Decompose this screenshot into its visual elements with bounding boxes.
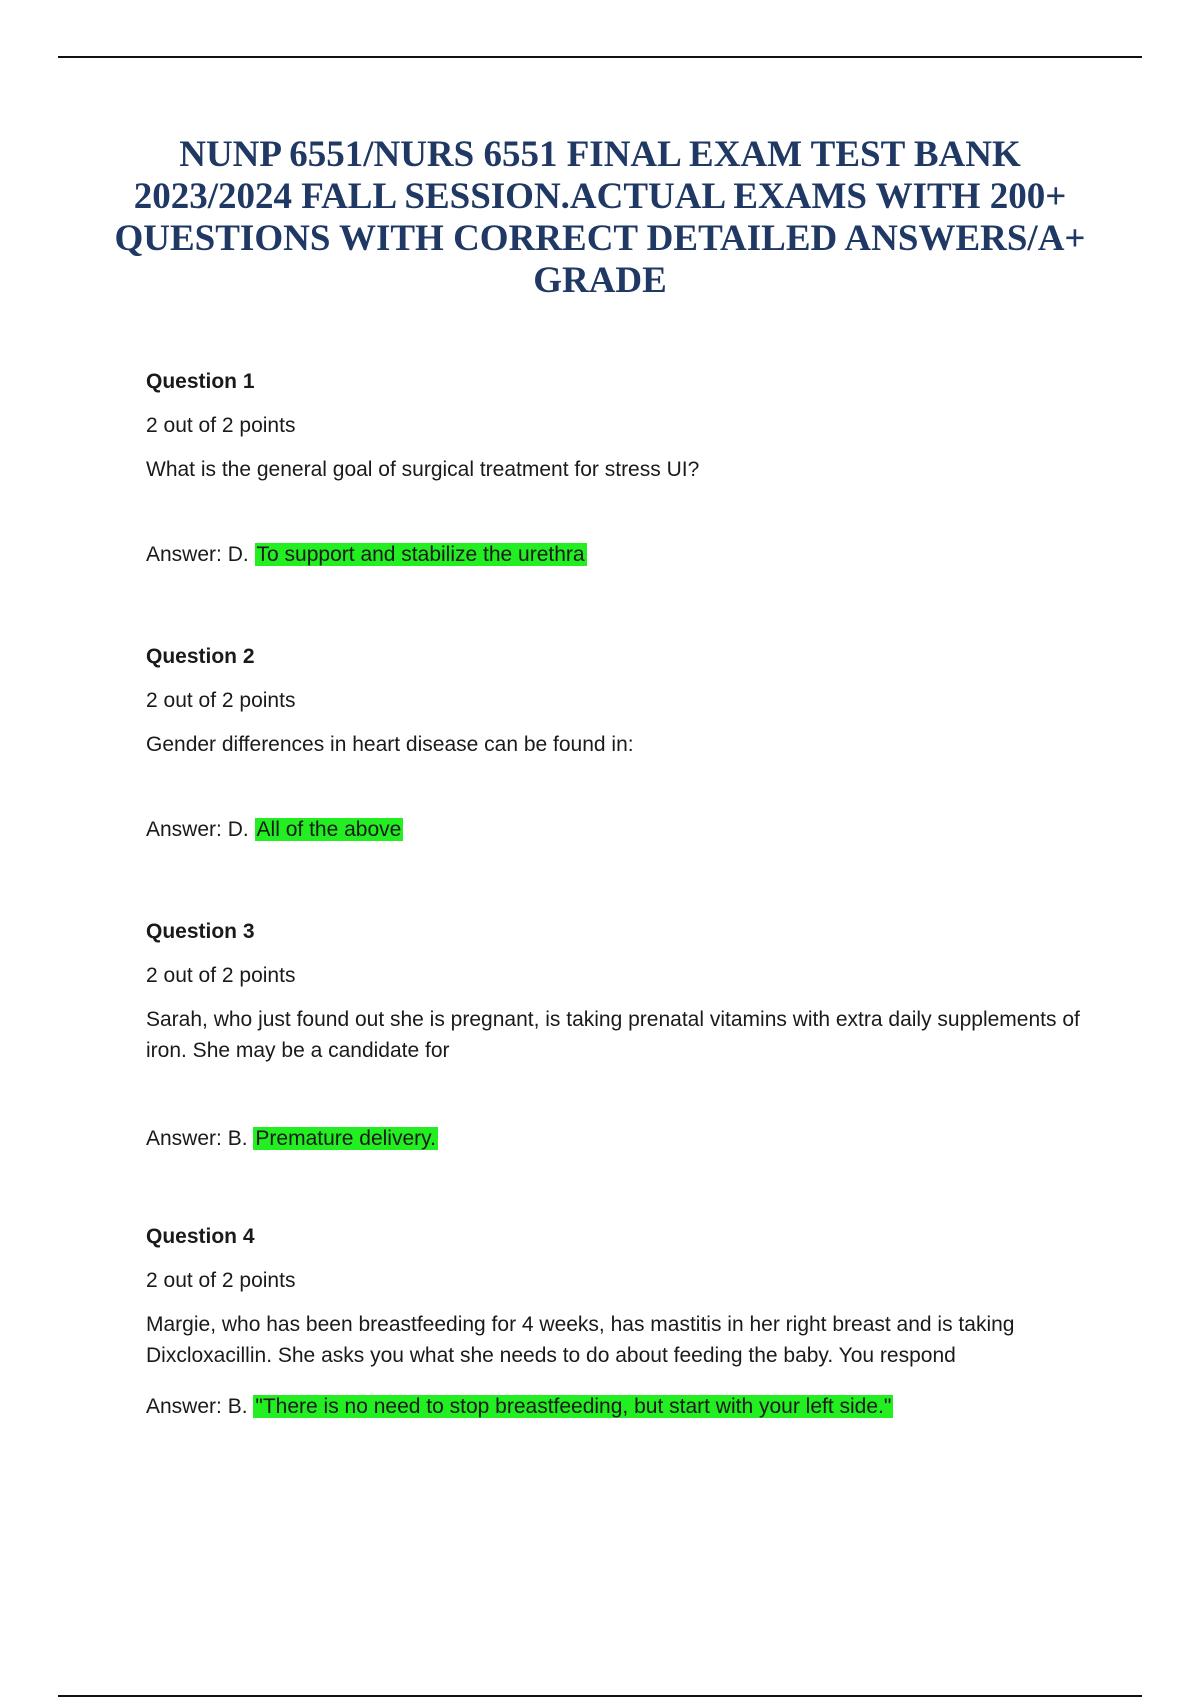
bottom-rule (58, 1695, 1142, 1697)
question-text: Margie, who has been breastfeeding for 4 weeks, has mastitis in her right breast and is taking Dixcloxacillin. She asks you what she needs to do about feeding the baby. You respond (146, 1313, 1015, 1367)
answer-prefix: Answer: D. (146, 818, 249, 841)
question-answer (146, 814, 1106, 846)
document-title: NUNP 6551/NURS 6551 FINAL EXAM TEST BANK 2023/2024 FALL SESSION.ACTUAL EXAMS WITH 200+ QUESTIONS WITH CORRECT DETAILED ANSWERS/A+ GRADE (114, 134, 1086, 301)
question-answer (146, 1391, 1106, 1423)
question-points: 2 out of 2 points (146, 964, 296, 987)
questions-list (146, 366, 1106, 1423)
answer-prefix: Answer: D. (146, 543, 249, 566)
answer-text: Premature delivery. (255, 1127, 436, 1150)
question-points: 2 out of 2 points (146, 689, 296, 712)
top-rule (58, 56, 1142, 58)
question-text: Gender differences in heart disease can be found in: (146, 733, 634, 756)
question-heading: Question 1 (146, 370, 255, 393)
question-text: What is the general goal of surgical treatment for stress UI? (146, 458, 700, 481)
question-heading: Question 4 (146, 1225, 255, 1248)
answer-text: "There is no need to stop breastfeeding, but start with your left side." (255, 1395, 892, 1418)
answer-prefix: Answer: B. (146, 1127, 248, 1150)
question-text: Sarah, who just found out she is pregnant, is taking prenatal vitamins with extra daily supplements of iron. She may be a candidate for (146, 1008, 1080, 1062)
question-1 (146, 366, 1106, 641)
question-heading: Question 3 (146, 920, 255, 943)
question-answer (146, 1123, 1106, 1155)
question-heading: Question 2 (146, 645, 255, 668)
question-points: 2 out of 2 points (146, 1269, 296, 1292)
question-2 (146, 641, 1106, 916)
question-4 (146, 1221, 1106, 1423)
answer-text: To support and stabilize the urethra (256, 543, 585, 566)
answer-prefix: Answer: B. (146, 1395, 248, 1418)
answer-text: All of the above (256, 818, 402, 841)
question-points: 2 out of 2 points (146, 414, 296, 437)
question-answer (146, 539, 1106, 571)
question-3 (146, 916, 1106, 1221)
